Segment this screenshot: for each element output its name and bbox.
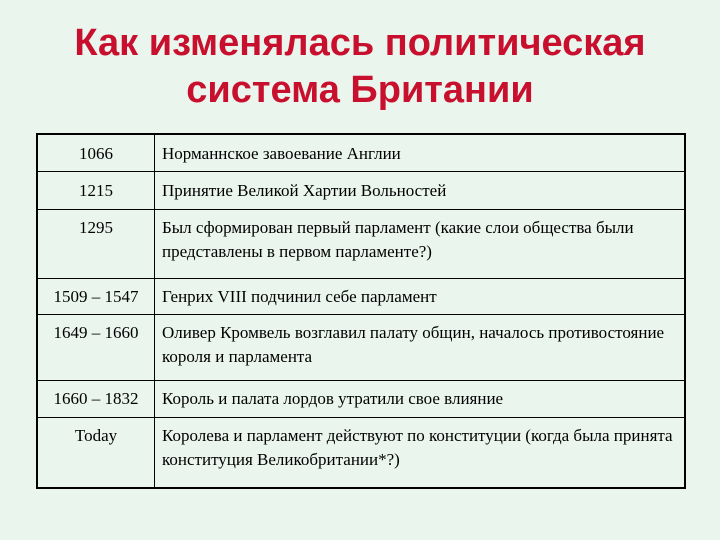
table-row <box>37 380 685 417</box>
date-cell: 1509 – 1547 <box>37 278 155 314</box>
event-cell: Король и палата лордов утратили свое влияние <box>155 380 686 417</box>
table-row <box>37 171 685 209</box>
table-row <box>37 314 685 380</box>
event-cell: Оливер Кромвель возглавил палату общин, началось противостояние короля и парламента <box>155 314 686 380</box>
slide-title <box>0 20 720 114</box>
timeline-table <box>36 133 686 489</box>
date-cell: Today <box>37 417 155 488</box>
date-cell: 1660 – 1832 <box>37 380 155 417</box>
date-cell: 1215 <box>37 171 155 209</box>
table-row <box>37 278 685 314</box>
table-row <box>37 209 685 278</box>
event-cell: Норманнское завоевание Англии <box>155 134 686 171</box>
date-cell: 1066 <box>37 134 155 171</box>
date-cell: 1649 – 1660 <box>37 314 155 380</box>
event-cell: Генрих VIII подчинил себе парламент <box>155 278 686 314</box>
title-line-1: Как изменялась политическая <box>74 22 646 64</box>
event-cell: Был сформирован первый парламент (какие слои общества были представлены в первом парламенте?) <box>155 209 686 278</box>
table-row <box>37 417 685 488</box>
event-cell: Принятие Великой Хартии Вольностей <box>155 171 686 209</box>
date-cell: 1295 <box>37 209 155 278</box>
table-row <box>37 134 685 171</box>
title-line-2: система Британии <box>186 69 534 111</box>
event-cell: Королева и парламент действуют по конституции (когда была принята конституция Великобритании*?) <box>155 417 686 488</box>
